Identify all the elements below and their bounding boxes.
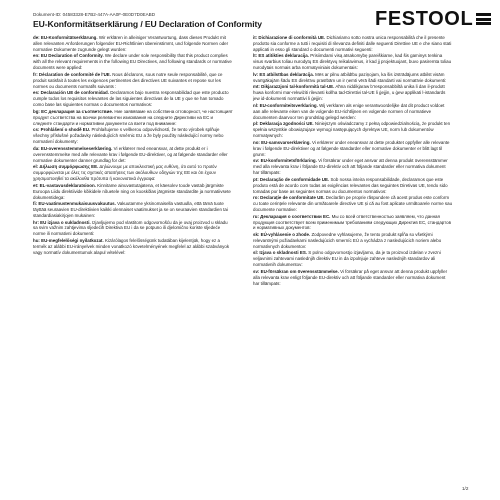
declaration-body: Vi erklærer med eneansvar, at dette produkt er i overensstemmelse med alle relevante krav i følgende EU-direktiver, og at følgende standarder eller normative dokumenter danner grundlag for det: (33, 145, 228, 163)
declaration-paragraph (33, 127, 233, 145)
declarations-right-column (253, 35, 453, 287)
declaration-paragraph (33, 109, 233, 127)
declaration-body: Vi försäkrar under eget ansvar att denna produkt överensstämmer med alla relevanta krav i följande EU-direktiv och att följande standarder eller normativa dokument har tillämpats: (253, 158, 448, 176)
declaration-paragraph (33, 53, 233, 71)
declaration-heading: pl: Deklaracja zgodności UE. (253, 121, 314, 127)
declaration-heading: mt: Dikjarazzjoni tal-konformità tal-UE. (253, 84, 335, 90)
declaration-heading: it: Dichiarazione di conformità UE. (253, 35, 326, 40)
declaration-heading: hr: EU izjava o sukladnosti. (33, 219, 91, 225)
declaration-heading: el: Δήλωση συμμόρφωσης ΕΕ. (33, 164, 99, 170)
declaration-heading: fr: Déclaration de conformité de l'UE. (33, 71, 111, 77)
declaration-paragraph (253, 53, 453, 71)
declaration-heading: sv: EU-försäkran om överensstämmelse. (253, 268, 339, 274)
declaration-paragraph (33, 35, 233, 53)
declaration-body: Wir erklären in alleiniger Verantwortung, dass dieses Produkt mit allen relevanten Anforderungen folgender EU-Richtlinien übereinstimmt, und folgende Normen oder normative Dokumente zugrunde gelegt wurden: (33, 35, 229, 52)
declaration-body: Zodpovedne vyhlasujeme, že tento produkt spĺňa so všetkými relevantnými požiadavkami nasledujúcich smerníc EÚ a vychádza z nasledujúcich noriem alebo normatívnych dokumentov: (253, 232, 442, 249)
declaration-heading: lv: ES atbilstības deklarācija. (253, 71, 314, 77)
declaration-heading: sl: Izjava o skladnosti ES. (253, 250, 308, 256)
declaration-body: Niniejszym oświadczamy z pełną odpowiedzialnością, że produkt ten spełnia wszystkie obowiązujące wymogi następujących dyrektyw UE, norm lub dokumentów normatywnych: (253, 121, 451, 139)
declaration-body: Nous déclarons, sous notre seule responsabilité, que ce produit satisfait à toutes les exigences pertinentes des directives UE suivantes et repose sur les normes ou documents normatifs suivants : (33, 71, 223, 89)
declaration-heading: de: EU-Konformitätserklärung. (33, 35, 98, 40)
declaration-heading: no: EU-samsvarserklæring. (253, 139, 311, 145)
declaration-paragraph (33, 183, 233, 201)
declaration-paragraph (253, 232, 453, 250)
declaration-heading: et: EL-vastavusdeklaratsioon. (33, 182, 96, 188)
declaration-body: Prisiimdami visą atsakomybę pareiškiame, kad šis gaminys tenkina visus svarbius toliau nurodytų ES direktyvų reikalavimus, ir kad jį projektuojant, buvo pasiremta toliau nurodytais normais arba normatyviniais dokumentais: (253, 53, 452, 71)
declaration-body: Prohlašujeme s veškerou odpovědností, že tento výrobek splňuje všechny příslušné požadavky následujících směrnic EU a že byly použity následující normy nebo normativní dokumenty: (33, 127, 224, 145)
declaration-body: S polno odgovornostjo izjavljamo, da je ta proizvod izdelan v zvezni veljavnimi zahtevami naslednjih direktiv EU in da izpolnjuje zahteve naslednjih standardov ali normativnih dokumentov: (253, 250, 441, 268)
declaration-heading: sk: EÚ-vyhlásenie o zhode. (253, 232, 311, 238)
declaration-body: Vi erklærer under eneansvar at dette produktet oppfyller alle relevante krav i følgende EU-direktiver og at følgende standarder eller normative dokumenter er blitt lagt til grunn: (253, 139, 450, 157)
declaration-body: Dichiariamo sotto nostra unica responsabilità che il presente prodotto sia conforme a tutti i requisiti di rilevanza definiti dalle seguenti Direttive UE e che siano stati applicati in esso gli standard o documenti normativi seguenti: (253, 35, 452, 52)
page-title: EU-Konformitätserklärung / EU Declaration of Conformity (33, 19, 262, 29)
declaration-body: Wij verklaren als enige verantwoordelijke dat dit product voldoet aan alle relevante eisen van de volgende EU-richtlijnen en volgende normen of normatieve documenten daarvoor ten grondslag gelegd werden: (253, 102, 445, 120)
declaration-body: Kizárólagos felelősségünk tudatában kijelentjük, hogy ez a termék az alábbi EU-irányelvek minden vonatkozó követelményének megfelel az alábbi szabványok vagy normatív dokumentumok alapul vételével: (33, 237, 230, 255)
declaration-paragraph (253, 140, 453, 158)
declaration-paragraph (253, 103, 453, 121)
declaration-body: Δηλώνουμε με αποκλειστική μας ευθύνη, ότι αυτό το προϊόν συμμορφώνεται με όλες τις σχετικές απαιτήσεις των ακόλουθων οδηγιών της ΕΕ και ότι έχουν χρησιμοποιηθεί τα ακόλουθα πρότυπα ή κανονιστικά έγγραφα: (33, 164, 217, 182)
page-number: 1/2 (462, 486, 469, 491)
declaration-heading: en: EU Declaration of Conformity. (33, 53, 104, 59)
declaration-heading: bg: ЕС декларация за съответствие. (33, 108, 114, 114)
declaration-body: Declaramos bajo nuestra responsabilidad que este producto cumple todos los requisitos relevantes de las siguientes directivas de la UE y que se han tomado como base las siguientes normas o documentos normativos: (33, 90, 229, 108)
declaration-body: Vakuutamme yksinomaisella vastuulla, että tämä tuote täyttää seuraavien EU-direktiivien kaikki olennaiset vaatimukset ja se on seuraavien standardien tai standardiasiakirjojen mukainen: (33, 201, 228, 218)
declaration-paragraph (33, 201, 233, 219)
declaration-body: Izjavljujemo pod vlastitom odgovornošću da je ovaj proizvod u skladu sa svim važnim zahtjevima sljedećih Direktiva EU i da se potpuno ili djelomično koriste sljedeće norme ili normativni dokumenti: (33, 219, 228, 237)
declaration-body: Vi försäkrar på eget ansvar att denna produkt uppfyller alla relevanta krav enligt följande EU-direktiv och att följande standarder eller normativa dokument har tillämpats: (253, 268, 448, 286)
declaration-body: Ние заявяваме на собствена отговорност, че настоящият продукт съответства на всички релевантни изисквания на следните Директиви на ЕС и следните стандарти и нормативни документи са взети под внимание: (33, 108, 233, 126)
declaration-paragraph (253, 72, 453, 84)
declaration-paragraph (253, 35, 453, 53)
declaration-heading: hu: EU-megfelelőségi nyilatkozat. (33, 237, 104, 243)
declaration-body: We declare under sole responsibility that this product complies with all the relevant requirements in the following EU Directives, and following standards or normative documents were applied: (33, 53, 232, 71)
declaration-paragraph (253, 84, 453, 102)
logo-wordmark: FESTOOL (375, 7, 474, 30)
declaration-paragraph (33, 90, 233, 108)
declaration-heading: cs: Prohlášení o shodě EU. (33, 127, 91, 133)
declaration-paragraph (253, 214, 453, 232)
declaration-body: Мы со всей ответственностью заявляем, что данная продукция соответствует всем применимым требованиям следующих Директив ЕС, стандартов и нормативных документов: (253, 213, 451, 231)
document-id: Dokument-ID: 04583328-E7B2-447A-AA0F-0E0D7D0EABD (33, 12, 156, 17)
declaration-heading: es: Declaración UE de conformidad. (33, 90, 109, 96)
declaration-paragraph (253, 177, 453, 195)
declaration-heading: ro: Declarație de conformitate UE. (253, 195, 325, 201)
declarations-left-column (33, 35, 233, 256)
declaration-paragraph (33, 220, 233, 238)
declaration-heading: da: EU-overensstemmelseserklæring. (33, 145, 113, 151)
declaration-paragraph (253, 121, 453, 139)
logo-bars-icon (476, 13, 491, 25)
declaration-paragraph (253, 269, 453, 287)
declaration-heading: ru: Декларация о соответствии ЕС. (253, 213, 331, 219)
declaration-body: Declarăm pe proprie răspundere că acest produs este conform cu toate cerințele relevante din următoarele directive UE și că au fost aplicate următoarele norme sau documente normative: (253, 195, 453, 213)
declaration-body: Mēs ar pilnu atbildību paziņojam, ka šis izstrādājums atbilst visām svarīgākajām šādu ES direktīvu prasībām un ir ņemti vērā šādi standarti vai normatīvie dokumenti: (253, 71, 447, 83)
declaration-paragraph (33, 146, 233, 164)
declaration-body: Sob nossa inteira responsabilidade, declaramos que este produto está de acordo com todas as exigências relevantes das seguintes Diretivas UE, tendo sido tomadas por base as seguintes normas ou documentos normativos: (253, 176, 448, 194)
festool-logo (375, 7, 491, 30)
declaration-paragraph (33, 72, 233, 90)
declaration-paragraph (33, 238, 233, 256)
declaration-paragraph (253, 250, 453, 268)
declaration-heading: sv: EU-konformitetsförklaring. (253, 158, 317, 164)
declaration-paragraph (33, 164, 233, 182)
declaration-paragraph (253, 158, 453, 176)
declaration-heading: nl: EU-conformiteitsverklaring. (253, 102, 318, 108)
declaration-heading: pt: Declaração de conformidade UE. (253, 176, 330, 182)
declaration-paragraph (253, 195, 453, 213)
declaration-heading: lt: ES atitikties deklaracija. (253, 53, 309, 59)
declaration-body: Aħna niddikjaraw b'responsabbiltà unika li dan il-prodott huwa konformi mar-rekwiżiti rilevanti kollha tad-Direttivi tal-UE li ġejjin, u ġew applikati l-istandards jew id-dokumenti normattivi li ġejjin: (253, 84, 446, 102)
declaration-heading: fi: EU-vaatimustenmukaisuusvakuutus. (33, 201, 116, 207)
declaration-body: Kinnitame ainuvastutajatena, et käesolev toode vastab järgmiste Euroopa Liidu direktiivide kõikidele nõuetele ning on kooskõlas järgmiste standardite ja normatiivsete dokumentidega: (33, 182, 231, 200)
